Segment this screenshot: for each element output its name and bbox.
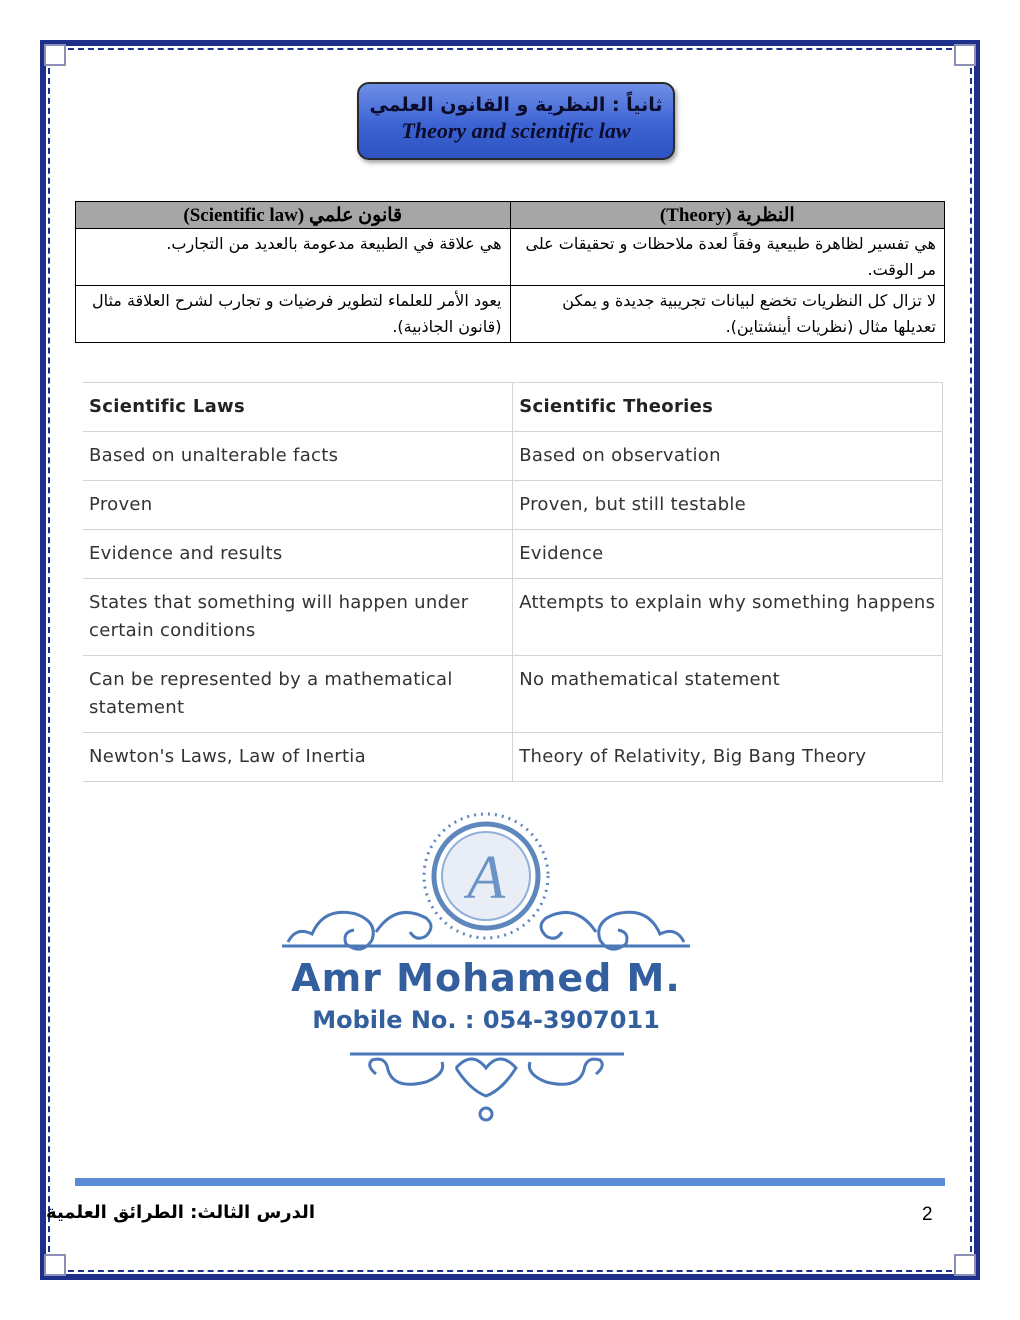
- section-title-arabic: ثانياً : النظرية و القانون العلمي: [369, 94, 663, 116]
- cell-theory: Theory of Relativity, Big Bang Theory: [513, 733, 943, 782]
- cell-theory: Attempts to explain why something happens: [513, 579, 943, 656]
- header-scientific-laws: Scientific Laws: [83, 383, 513, 432]
- cell-law: Newton's Laws, Law of Inertia: [83, 733, 513, 782]
- cell-theory: Evidence: [513, 530, 943, 579]
- header-theory: النظرية (Theory): [510, 202, 945, 229]
- cell-law: Can be represented by a mathematical statement: [83, 656, 513, 733]
- header-scientific-theories: Scientific Theories: [513, 383, 943, 432]
- cell-theory: Proven, but still testable: [513, 481, 943, 530]
- logo-monogram: A: [467, 844, 505, 912]
- author-mobile: Mobile No. : 054-3907011: [312, 1006, 660, 1034]
- cell-law: Evidence and results: [83, 530, 513, 579]
- table-row: [76, 229, 945, 286]
- table-row: [76, 286, 945, 343]
- footer-divider: [75, 1178, 945, 1186]
- english-comparison-table: [83, 382, 943, 782]
- cell-law: States that something will happen under certain conditions: [83, 579, 513, 656]
- arabic-comparison-table: [75, 201, 945, 343]
- table-row: [83, 579, 943, 656]
- table-header-row: [83, 383, 943, 432]
- author-name: Amr Mohamed M.: [291, 956, 681, 1000]
- table-row: [83, 481, 943, 530]
- cell-law: Based on unalterable facts: [83, 432, 513, 481]
- table-row: [83, 656, 943, 733]
- corner-ornament: [44, 44, 66, 66]
- cell-theory: Based on observation: [513, 432, 943, 481]
- author-logo: [276, 806, 696, 1132]
- cell-theory: لا تزال كل النظريات تخضع لبيانات تجريبية جديدة و يمكن تعديلها مثال (نظريات أينشتاين).: [510, 286, 945, 343]
- footer-lesson-title: الدرس الثالث: الطرائق العلمية: [46, 1202, 315, 1223]
- cell-theory: هي تفسير لظاهرة طبيعية وفقاً لعدة ملاحظات و تحقيقات على مر الوقت.: [510, 229, 945, 286]
- table-row: [83, 733, 943, 782]
- table-row: [83, 530, 943, 579]
- cell-law: هي علاقة في الطبيعة مدعومة بالعديد من التجارب.: [76, 229, 511, 286]
- corner-ornament: [954, 44, 976, 66]
- cell-law: يعود الأمر للعلماء لتطوير فرضيات و تجارب لشرح العلاقة مثال (قانون الجاذبية).: [76, 286, 511, 343]
- page-number: 2: [922, 1204, 933, 1225]
- section-title-english: Theory and scientific law: [401, 118, 631, 143]
- cell-theory: No mathematical statement: [513, 656, 943, 733]
- section-title-box: [357, 82, 675, 160]
- corner-ornament: [954, 1254, 976, 1276]
- table-header-row: [76, 202, 945, 229]
- corner-ornament: [44, 1254, 66, 1276]
- table-row: [83, 432, 943, 481]
- cell-law: Proven: [83, 481, 513, 530]
- header-law: قانون علمي (Scientific law): [76, 202, 511, 229]
